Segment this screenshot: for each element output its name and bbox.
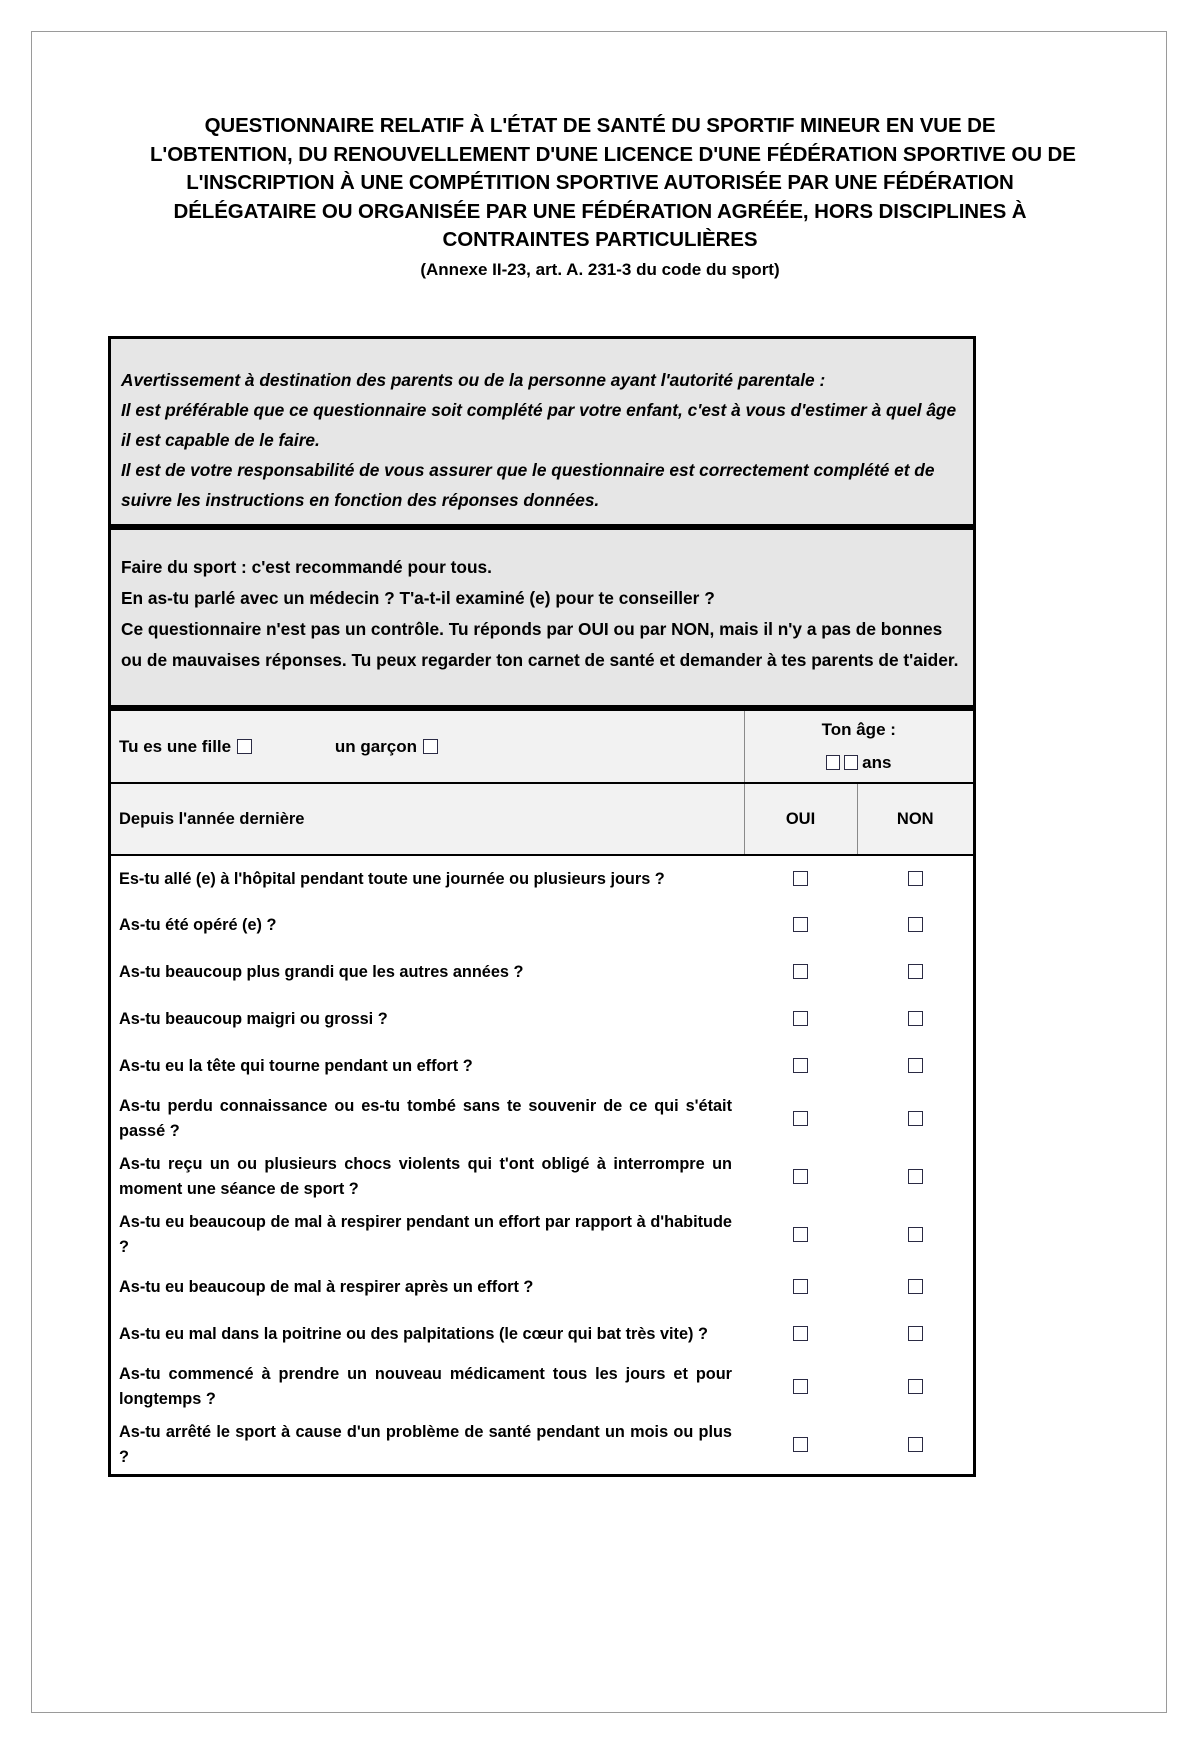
question-oui-cell	[744, 902, 857, 949]
checkbox-non-2[interactable]	[908, 917, 923, 932]
question-non-cell	[857, 1264, 973, 1311]
table-row	[111, 1206, 973, 1264]
question-non-cell	[857, 1311, 973, 1358]
checkbox-oui-6[interactable]	[793, 1111, 808, 1126]
checkbox-oui-10[interactable]	[793, 1326, 808, 1341]
table-row	[111, 996, 973, 1043]
checkbox-non-1[interactable]	[908, 871, 923, 886]
question-oui-cell	[744, 1311, 857, 1358]
gender-age-row	[111, 711, 973, 783]
question-non-cell	[857, 1148, 973, 1206]
checkbox-non-8[interactable]	[908, 1227, 923, 1242]
table-row	[111, 1043, 973, 1090]
question-oui-cell	[744, 1264, 857, 1311]
parental-warning-box	[108, 336, 976, 527]
column-header-oui: OUI	[744, 783, 857, 855]
question-oui-cell	[744, 949, 857, 996]
question-oui-cell	[744, 1090, 857, 1148]
checkbox-non-12[interactable]	[908, 1437, 923, 1452]
age-label: Ton âge :	[821, 720, 896, 739]
question-text: As-tu eu beaucoup de mal à respirer après un effort ?	[111, 1264, 744, 1311]
question-text: As-tu arrêté le sport à cause d'un problème de santé pendant un mois ou plus ?	[111, 1416, 744, 1474]
questionnaire-table	[108, 708, 976, 1477]
checkbox-non-6[interactable]	[908, 1111, 923, 1126]
checkbox-oui-3[interactable]	[793, 964, 808, 979]
question-text: As-tu reçu un ou plusieurs chocs violents qui t'ont obligé à interrompre un moment une séance de sport ?	[111, 1148, 744, 1206]
warning-line-3: Il est de votre responsabilité de vous assurer que le questionnaire est correctement complété et de suivre les instructions en fonction des réponses données.	[121, 460, 935, 510]
age-cell	[744, 711, 973, 783]
question-text: As-tu commencé à prendre un nouveau médicament tous les jours et pour longtemps ?	[111, 1358, 744, 1416]
checkbox-oui-2[interactable]	[793, 917, 808, 932]
age-unit-label: ans	[862, 753, 892, 772]
gender-garcon-label: un garçon	[334, 736, 417, 756]
question-text: As-tu beaucoup maigri ou grossi ?	[111, 996, 744, 1043]
question-oui-cell	[744, 996, 857, 1043]
column-header-row	[111, 783, 973, 855]
checkbox-non-3[interactable]	[908, 964, 923, 979]
table-row	[111, 1311, 973, 1358]
checkbox-age-units[interactable]	[844, 755, 858, 770]
question-text: As-tu eu beaucoup de mal à respirer pendant un effort par rapport à d'habitude ?	[111, 1206, 744, 1264]
checkbox-non-10[interactable]	[908, 1326, 923, 1341]
checkbox-non-9[interactable]	[908, 1279, 923, 1294]
question-non-cell	[857, 949, 973, 996]
question-text: Es-tu allé (e) à l'hôpital pendant toute une journée ou plusieurs jours ?	[111, 855, 744, 902]
question-oui-cell	[744, 855, 857, 902]
checkbox-oui-4[interactable]	[793, 1011, 808, 1026]
question-non-cell	[857, 1358, 973, 1416]
intro-instructions-box	[108, 527, 976, 708]
question-text: As-tu beaucoup plus grandi que les autres années ?	[111, 949, 744, 996]
section-label: Depuis l'année dernière	[111, 783, 744, 855]
question-non-cell	[857, 1043, 973, 1090]
title-line-4: DÉLÉGATAIRE OU ORGANISÉE PAR UNE FÉDÉRATION AGRÉÉE, HORS DISCIPLINES À	[173, 199, 1027, 223]
checkbox-non-7[interactable]	[908, 1169, 923, 1184]
question-non-cell	[857, 996, 973, 1043]
question-non-cell	[857, 902, 973, 949]
intro-line-3: Ce questionnaire n'est pas un contrôle. Tu réponds par OUI ou par NON, mais il n'y a pas de bonnes ou de mauvaises réponses. Tu peux regarder ton carnet de santé et demander à tes parents de t'aider.	[121, 619, 959, 670]
table-row	[111, 1090, 973, 1148]
checkbox-fille[interactable]	[237, 739, 252, 754]
checkbox-non-4[interactable]	[908, 1011, 923, 1026]
age-inputs	[746, 746, 973, 779]
table-row	[111, 902, 973, 949]
checkbox-oui-12[interactable]	[793, 1437, 808, 1452]
title-line-1: QUESTIONNAIRE RELATIF À L'ÉTAT DE SANTÉ DU SPORTIF MINEUR EN VUE DE	[204, 114, 996, 137]
question-text: As-tu eu la tête qui tourne pendant un effort ?	[111, 1043, 744, 1090]
question-oui-cell	[744, 1358, 857, 1416]
checkbox-oui-8[interactable]	[793, 1227, 808, 1242]
question-oui-cell	[744, 1416, 857, 1474]
page-title	[150, 112, 1076, 283]
question-oui-cell	[744, 1043, 857, 1090]
warning-line-1: Avertissement à destination des parents ou de la personne ayant l'autorité parentale :	[121, 370, 826, 390]
question-text: As-tu été opéré (e) ?	[111, 902, 744, 949]
question-oui-cell	[744, 1148, 857, 1206]
checkbox-oui-1[interactable]	[793, 871, 808, 886]
question-non-cell	[857, 1416, 973, 1474]
question-non-cell	[857, 855, 973, 902]
question-non-cell	[857, 1206, 973, 1264]
table-row	[111, 1148, 973, 1206]
table-row	[111, 855, 973, 902]
question-text: As-tu eu mal dans la poitrine ou des palpitations (le cœur qui bat très vite) ?	[111, 1311, 744, 1358]
checkbox-oui-5[interactable]	[793, 1058, 808, 1073]
warning-line-2: Il est préférable que ce questionnaire soit complété par votre enfant, c'est à vous d'estimer à quel âge il est capable de le faire.	[121, 400, 957, 450]
column-header-non: NON	[857, 783, 973, 855]
checkbox-non-11[interactable]	[908, 1379, 923, 1394]
question-oui-cell	[744, 1206, 857, 1264]
title-line-2: L'OBTENTION, DU RENOUVELLEMENT D'UNE LICENCE D'UNE FÉDÉRATION SPORTIVE OU DE	[150, 142, 1076, 166]
checkbox-oui-7[interactable]	[793, 1169, 808, 1184]
question-text: As-tu perdu connaissance ou es-tu tombé sans te souvenir de ce qui s'était passé ?	[111, 1090, 744, 1148]
table-row	[111, 1264, 973, 1311]
gender-cell	[111, 711, 744, 783]
title-line-5: CONTRAINTES PARTICULIÈRES	[442, 228, 758, 251]
checkbox-oui-9[interactable]	[793, 1279, 808, 1294]
title-subtitle: (Annexe II-23, art. A. 231-3 du code du sport)	[420, 259, 780, 279]
checkbox-garcon[interactable]	[423, 739, 438, 754]
table-row	[111, 949, 973, 996]
title-line-3: L'INSCRIPTION À UNE COMPÉTITION SPORTIVE AUTORISÉE PAR UNE FÉDÉRATION	[186, 171, 1014, 194]
gender-fille-group	[119, 737, 252, 757]
question-non-cell	[857, 1090, 973, 1148]
checkbox-oui-11[interactable]	[793, 1379, 808, 1394]
intro-line-1: Faire du sport : c'est recommandé pour tous.	[121, 557, 492, 577]
table-row	[111, 1416, 973, 1474]
intro-line-2: En as-tu parlé avec un médecin ? T'a-t-il examiné (e) pour te conseiller ?	[121, 588, 715, 608]
checkbox-age-tens[interactable]	[826, 755, 840, 770]
checkbox-non-5[interactable]	[908, 1058, 923, 1073]
gender-garcon-group	[335, 737, 438, 757]
table-row	[111, 1358, 973, 1416]
gender-fille-label: Tu es une fille	[119, 736, 232, 756]
